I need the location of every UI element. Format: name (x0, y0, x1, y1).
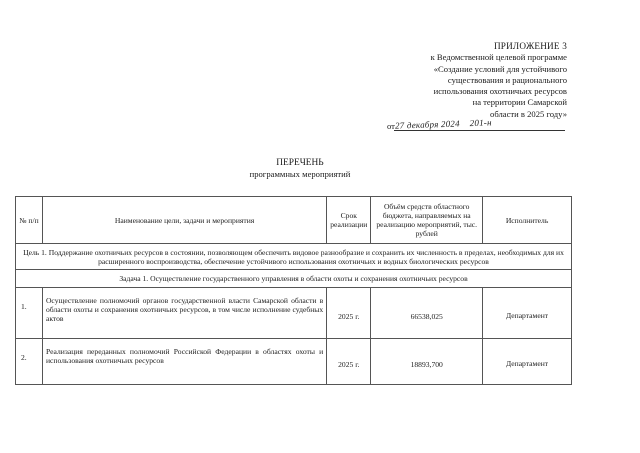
appendix-heading: ПРИЛОЖЕНИЕ 3 (493, 41, 567, 51)
header-num: № п/п (16, 197, 43, 244)
date-line (367, 117, 567, 132)
row-name: Осуществление полномочий органов государственной власти Самарской области в области охоты и сохранения охотничьих ресурсов, в том числе исполнение судебных актов (42, 288, 326, 339)
appendix-line: «Создание условий для устойчивого (433, 63, 567, 74)
row-term: 2025 г. (327, 288, 371, 339)
date-underline (394, 130, 565, 131)
row-executor: Департамент (483, 288, 572, 339)
handwritten-date-text: 27 декабря 2024 (394, 118, 460, 131)
header-term: Срок реализации (327, 197, 371, 244)
goal-text: Цель 1. Поддержание охотничьих ресурсов в состоянии, позволяющем обеспечить видовое разнообразие и сохранить их численность в пределах, необходимых для их расширенного воспроизводства, обеспечение устойчивого использования охотничьих и водных биологических ресурсов (16, 244, 572, 270)
title-sub: программных мероприятий (249, 169, 351, 179)
row-num: 1. (16, 288, 43, 339)
table-row (16, 339, 572, 385)
table-header-row (16, 197, 572, 244)
header-executor: Исполнитель (483, 197, 572, 244)
task-text: Задача 1. Осуществление государственного управления в области охоты и сохранения охотничьих ресурсов (16, 270, 572, 288)
goal-row (16, 244, 572, 270)
row-budget: 66538,025 (371, 288, 483, 339)
header-name: Наименование цели, задачи и мероприятия (42, 197, 326, 244)
row-executor: Департамент (483, 339, 572, 385)
measures-table (15, 196, 572, 385)
appendix-line: к Ведомственной целевой программе (430, 52, 567, 63)
appendix-line: использования охотничьих ресурсов (433, 86, 567, 97)
task-row (16, 270, 572, 288)
appendix-line: на территории Самарской (472, 97, 567, 108)
handwritten-number: 201-н (469, 117, 492, 129)
document-title (0, 158, 600, 180)
title-main: ПЕРЕЧЕНЬ (276, 158, 324, 168)
row-name: Реализация переданных полномочий Российской Федерации в областях охоты и использования охотничьих ресурсов (42, 339, 326, 385)
row-term: 2025 г. (327, 339, 371, 385)
date-prefix: от (387, 121, 395, 132)
table-row (16, 288, 572, 339)
row-num: 2. (16, 339, 43, 385)
row-budget: 18893,700 (371, 339, 483, 385)
appendix-line: существования и рационального (447, 74, 567, 85)
appendix-line: области в 2025 году» (490, 108, 567, 119)
appendix-block (367, 41, 567, 132)
header-budget: Объём средств областного бюджета, направляемых на реализацию мероприятий, тыс. рублей (371, 197, 483, 244)
